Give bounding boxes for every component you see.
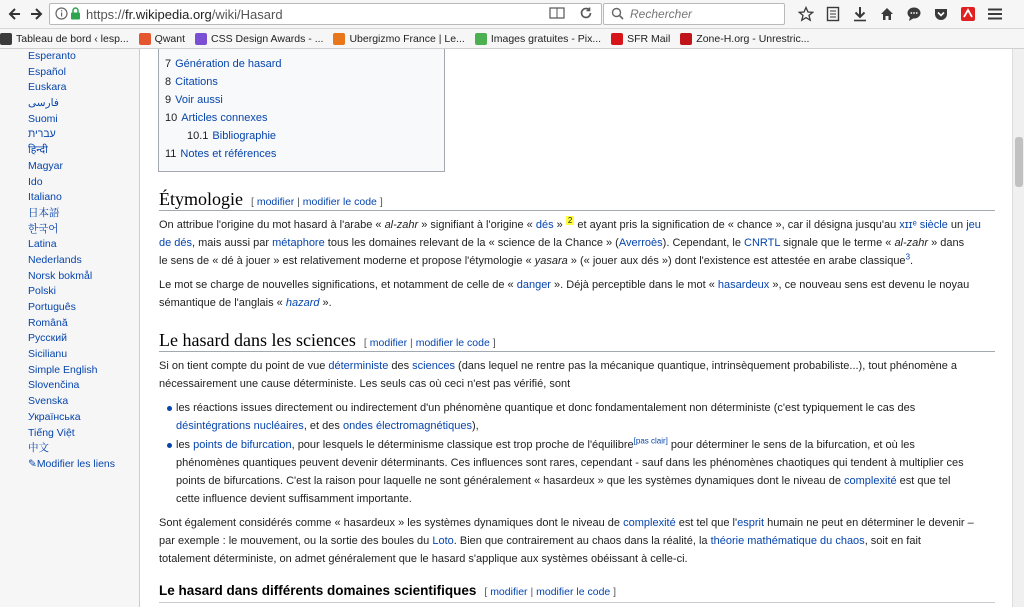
- language-link[interactable]: Sicilianu: [28, 348, 68, 361]
- xiie-siecle-link[interactable]: xɪɪᵉ siècle: [899, 219, 948, 231]
- download-icon[interactable]: [850, 3, 870, 25]
- bookmark-favicon-icon: [195, 33, 207, 45]
- bookmark-favicon-icon: [333, 33, 345, 45]
- url-scheme: https://: [86, 7, 126, 22]
- bullet-point: [167, 443, 172, 448]
- desintegrations-link[interactable]: désintégrations nucléaires: [176, 420, 304, 432]
- url-path: /wiki/Hasard: [211, 7, 283, 22]
- bookmark-favicon-icon: [680, 33, 692, 45]
- averroes-link[interactable]: Averroès: [618, 237, 663, 249]
- paragraph-line: par exemple : le mouvement, ou la sortie des boules du Loto. Bien que contrairement au chaos dans la réalité, la théorie mathématique du chaos, soit en fait: [159, 535, 921, 547]
- paragraph-line: On attribue l'origine du mot hasard à l'arabe « al-zahr » signifiant à l'origine « dés » $^2$ et ayant pris la signification de « chance », car il désigna jusqu'au xɪɪᵉ siècle un jeu: [159, 216, 981, 231]
- paragraph-line: sémantique de l'anglais « hazard ».: [159, 297, 332, 309]
- paragraph-line: de dés, mais aussi par métaphore tous les domaines relevant de la « science de la Chance » (Averroès). Cependant, le CNRTL signale que le terme « al-zahr » dans: [159, 237, 965, 249]
- language-link[interactable]: Română: [28, 316, 68, 329]
- complexite-link[interactable]: complexité: [844, 475, 897, 487]
- jeu-de-des-link[interactable]: jeu: [966, 219, 981, 231]
- wikipedia-page: [0, 49, 1012, 607]
- paragraph-line: totalement déterministe, on admet généralement que le hasard s'applique aux systèmes obéissant à celle-ci.: [159, 553, 688, 565]
- table-of-contents: [158, 49, 445, 172]
- paragraph-line: le sens de « dé à jouer » est relativement moderne et propose l'étymologie « yasara » (« jouer aux dés ») dont l'existence est attestée en arabe classique$^3$.: [159, 252, 914, 267]
- edit-links-label: Modifier les liens: [36, 457, 116, 470]
- language-link[interactable]: Italiano: [28, 191, 62, 204]
- bookmark-item[interactable]: [333, 29, 474, 49]
- article-content: [139, 49, 1012, 607]
- bookmark-label: Qwant: [154, 32, 186, 45]
- toc-item[interactable]: 10 Articles connexes: [165, 112, 268, 124]
- reader-view-icon[interactable]: [549, 6, 565, 23]
- theorie-chaos-link[interactable]: théorie mathématique du chaos: [710, 535, 865, 547]
- language-link[interactable]: 한국어: [28, 222, 59, 235]
- back-arrow-icon[interactable]: [3, 3, 25, 25]
- modifier-code-link[interactable]: modifier le code: [415, 337, 490, 349]
- toc-item[interactable]: 8 Citations: [165, 76, 218, 88]
- bookmark-item[interactable]: [139, 29, 195, 49]
- hasardeux-link[interactable]: hasardeux: [717, 279, 770, 291]
- list-item-line: phénomènes quantiques peuvent devenir déterminants. Ces influences sont rares, cependant - sauf dans les phénomènes chaotiques qui tendent à multiplier ces: [176, 457, 964, 469]
- extension-icon[interactable]: [958, 3, 978, 25]
- language-link[interactable]: Svenska: [28, 395, 69, 408]
- language-list: [28, 49, 115, 473]
- language-link[interactable]: हिन्दी: [28, 144, 48, 157]
- list-item-line: les réactions issues directement ou indirectement d'un phénomène quantique et donc fondamentalement non déterministe (c'est typiquement le cas des: [176, 402, 916, 414]
- language-link[interactable]: עברית: [28, 128, 56, 141]
- metaphore-link[interactable]: métaphore: [272, 237, 325, 249]
- complexite-link-2[interactable]: complexité: [623, 517, 676, 529]
- list-item-line: les points de bifurcation, pour lesquels le déterminisme classique est trop proche de l'équilibre[pas clair] pour déterminer le sens de la bifurcation, et où les: [176, 436, 915, 451]
- menu-icon[interactable]: [985, 3, 1005, 25]
- paragraph-line: Le mot se charge de nouvelles significations, et notamment de celle de « danger ». Déjà perceptible dans le mot « hasardeux », ce nouveau sens est devenu le noyau: [159, 279, 970, 291]
- bookmark-label: Ubergizmo France | Le...: [349, 32, 465, 45]
- language-link[interactable]: Simple English: [28, 363, 98, 376]
- sidebar: [0, 49, 139, 607]
- scroll-thumb[interactable]: [1015, 137, 1023, 187]
- bookmarks-bar: [0, 29, 1024, 49]
- url-bar[interactable]: [49, 3, 602, 25]
- language-link[interactable]: Slovenčina: [28, 379, 80, 392]
- language-link[interactable]: Esperanto: [28, 50, 76, 62]
- edit-interlanguage-links[interactable]: [28, 457, 115, 473]
- modifier-code-link[interactable]: modifier le code: [302, 196, 377, 208]
- language-link[interactable]: 日本語: [28, 206, 60, 219]
- sciences-link[interactable]: sciences: [412, 360, 455, 372]
- bookmark-item[interactable]: [611, 29, 680, 49]
- url-host: fr.wikipedia.org: [125, 7, 212, 22]
- forward-arrow-icon[interactable]: [26, 3, 48, 25]
- section-heading-sciences: Le hasard dans les sciences [ modifier | modifier le code ]: [159, 330, 496, 350]
- language-link[interactable]: Polski: [28, 285, 57, 298]
- search-box[interactable]: [603, 3, 785, 25]
- bookmark-item[interactable]: [475, 29, 611, 49]
- language-link[interactable]: Українська: [28, 410, 81, 423]
- modifier-link[interactable]: modifier: [256, 196, 295, 208]
- language-link[interactable]: Tiếng Việt: [28, 426, 75, 439]
- url-text: [86, 7, 283, 22]
- bookmark-favicon-icon: [475, 33, 487, 45]
- deterministe-link[interactable]: déterministe: [328, 360, 389, 372]
- paragraph-line: Si on tient compte du point de vue déterministe des sciences (dans lequel ne rentre pas la mécanique quantique, intrinsèquement probabiliste...), tout phénomène a: [159, 360, 958, 372]
- language-link[interactable]: Nederlands: [28, 253, 82, 266]
- bookmark-favicon-icon: [611, 33, 623, 45]
- section-divider: [159, 210, 995, 211]
- page-scrollbar[interactable]: [1012, 49, 1024, 607]
- language-link[interactable]: Ido: [28, 175, 43, 188]
- section-heading-etymologie: Étymologie [ modifier | modifier le code ]: [159, 189, 383, 209]
- info-icon[interactable]: [55, 7, 68, 23]
- pencil-icon: ✎: [28, 457, 37, 470]
- reference-3[interactable]: 3: [905, 252, 911, 262]
- bullet-point: [167, 406, 172, 411]
- language-link[interactable]: Suomi: [28, 112, 58, 125]
- language-link[interactable]: Magyar: [28, 159, 64, 172]
- reload-icon[interactable]: [579, 6, 593, 23]
- bookmark-favicon-icon: [0, 33, 12, 45]
- modifier-link[interactable]: modifier: [490, 586, 528, 598]
- subsection-heading-domaines: Le hasard dans différents domaines scientifiques [ modifier | modifier le code ]: [159, 583, 617, 598]
- bookmark-item[interactable]: [680, 29, 819, 49]
- reference-2[interactable]: 2: [567, 216, 573, 226]
- modifier-link[interactable]: modifier: [369, 337, 408, 349]
- danger-link[interactable]: danger: [516, 279, 551, 291]
- pocket-icon[interactable]: [931, 3, 951, 25]
- bookmark-favicon-icon: [139, 33, 151, 45]
- bookmark-label: SFR Mail: [627, 32, 671, 45]
- section-divider: [159, 351, 995, 352]
- chat-icon[interactable]: [904, 3, 924, 25]
- search-icon: [611, 7, 624, 23]
- points-de-bifurcation-link[interactable]: points de bifurcation: [193, 439, 292, 451]
- toc-item[interactable]: 10.1 Bibliographie: [187, 130, 277, 142]
- bookmark-item[interactable]: [0, 29, 139, 49]
- lock-icon: [70, 7, 81, 23]
- pas-clair-tag[interactable]: [pas clair]: [633, 436, 668, 446]
- list-item-line: points de bifurcations. C'est la raison pour laquelle ne sont généralement « hasardeux » que les systèmes dynamiques dont le niveau de complexité est que tel: [176, 475, 951, 487]
- bookmark-label: Zone-H.org - Unrestric...: [696, 32, 810, 45]
- ondes-link[interactable]: ondes électromagnétiques: [342, 420, 472, 432]
- language-link[interactable]: Latina: [28, 238, 57, 251]
- home-icon[interactable]: [877, 3, 897, 25]
- toc-item[interactable]: 11 Notes et références: [165, 148, 277, 160]
- language-link[interactable]: فارسی: [28, 97, 59, 110]
- language-link[interactable]: Русский: [28, 332, 67, 345]
- paragraph-line: nécessairement une cause déterministe. Les seuls cas où ceci n'est pas vérifié, sont: [159, 378, 571, 390]
- modifier-code-link[interactable]: modifier le code: [536, 586, 611, 598]
- language-link[interactable]: Português: [28, 301, 76, 313]
- bookmark-item[interactable]: [195, 29, 333, 49]
- bookmark-label: Tableau de bord ‹ lesp...: [16, 32, 129, 45]
- bookmark-label: CSS Design Awards - ...: [211, 32, 324, 45]
- bookmark-star-icon[interactable]: [796, 3, 816, 25]
- language-link[interactable]: 中文: [28, 442, 49, 455]
- reading-list-icon[interactable]: [823, 3, 843, 25]
- list-item-line: désintégrations nucléaires, et des ondes électromagnétiques),: [176, 420, 479, 432]
- des-link[interactable]: dés: [535, 219, 554, 231]
- toc-item[interactable]: 9 Voir aussi: [165, 94, 223, 106]
- search-input[interactable]: [630, 7, 780, 21]
- paragraph-line: Sont également considérés comme « hasardeux » les systèmes dynamiques dont le niveau de complexité est tel que l'esprit humain ne peut en déterminer le devenir –: [159, 517, 974, 529]
- browser-navbar: [0, 0, 1024, 29]
- list-item-line: cette influence devient suffisamment importante.: [176, 493, 412, 505]
- bookmark-label: Images gratuites - Pix...: [490, 32, 602, 45]
- esprit-link[interactable]: esprit: [737, 517, 765, 529]
- hazard-link[interactable]: hazard: [285, 297, 320, 309]
- language-link[interactable]: Español: [28, 65, 66, 78]
- language-link[interactable]: Norsk bokmål: [28, 269, 93, 282]
- section-divider: [159, 602, 995, 603]
- toc-item[interactable]: 7 Génération de hasard: [165, 58, 282, 70]
- loto-link[interactable]: Loto: [432, 535, 454, 547]
- jeu-de-des-link-2[interactable]: de dés: [159, 237, 193, 249]
- cnrtl-link[interactable]: CNRTL: [744, 237, 781, 249]
- language-link[interactable]: Euskara: [28, 81, 67, 94]
